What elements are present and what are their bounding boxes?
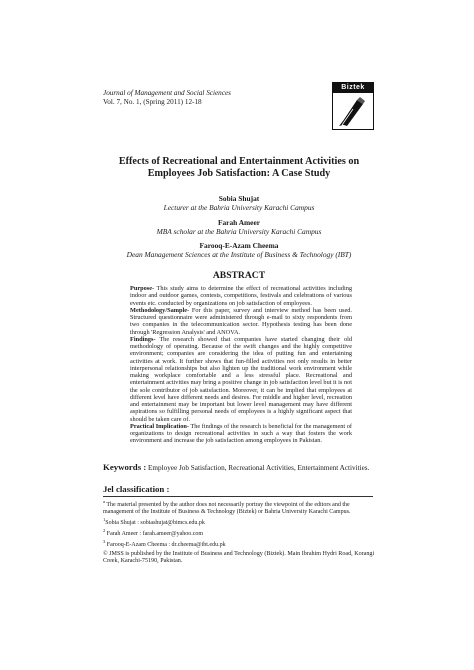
footnote-author-3 <box>103 538 375 549</box>
author-name: Sobia Shujat <box>218 194 260 203</box>
footnote-author-1 <box>103 516 375 527</box>
biztek-logo <box>332 82 374 130</box>
footnotes <box>103 498 375 549</box>
footnote-mark: 1 <box>103 517 106 522</box>
jel-classification: Jel classification : <box>103 484 170 494</box>
methodology-text: For this paper, survey and interview method has been used. Structured questionnaire were administered through e-mail to sixty respondents from two companies in the telecommunication sector. Hypothesis testing has been done through 'Regression Analysis' and ANOVA. <box>130 306 352 336</box>
author-affiliation: Lecturer at the Bahria University Karachi Campus <box>163 203 315 212</box>
copyright-notice: © JMSS is published by the Institute of Business and Technology (Biztek). Main Ibrahim Hydri Road, Korangi Creek, Karachi-75190, Pakistan. <box>103 551 375 565</box>
footnote-mark: a <box>103 499 105 504</box>
abstract-findings <box>130 336 352 423</box>
title-line-1: Effects of Recreational and Entertainment Activities on <box>118 156 360 167</box>
author-name: Farah Ameer <box>217 218 261 227</box>
abstract-heading: ABSTRACT <box>212 270 266 281</box>
title-line-2: Employees Job Satisfaction: A Case Study <box>147 168 331 179</box>
footnote-text: Farah Ameer : farah.ameer@yahoo.com <box>105 531 204 537</box>
logo-label: Biztek <box>333 83 373 93</box>
footnote-mark: 3 <box>103 539 106 544</box>
journal-name: Journal of Management and Social Sciences <box>103 89 231 97</box>
footnote-author-2 <box>103 527 375 538</box>
findings-text: The research showed that companies have started changing their old methodology of operating. Because of the swift changes and the highly competitive environment; companies are considering the idea of putting fun and entertaining activities at work. It further shows that fun-filled activities not only results in better interpersonal relationships but also lighten up the traditional work environment while making workplace comfortable and a less stressful place. Recreational and entertainment activities may bring a positive change in job satisfaction level but it is not the sole contributor of job satisfaction. Moreover, it can be implied that employees at different level have different needs and desires. For middle and higher level, recreation and entertainment may be important but lower level management may have different aspirations so fulfilling personal needs of employees is a highly significant aspect that should be taken care of. <box>130 335 352 423</box>
footnote-mark: 2 <box>103 528 106 533</box>
implication-label: Practical Implication- <box>130 422 189 430</box>
findings-label: Findings- <box>130 335 156 343</box>
footnote-divider <box>103 496 373 497</box>
author-1 <box>80 194 398 212</box>
purpose-label: Purpose- <box>130 285 155 292</box>
keywords-label: Keywords : <box>103 462 147 472</box>
journal-header <box>103 89 231 107</box>
journal-volume: Vol. 7, No. 1, (Spring 2011) 12-18 <box>103 98 202 106</box>
keywords <box>103 462 403 472</box>
abstract-implication <box>130 423 352 445</box>
paper-title <box>100 156 378 180</box>
footnote-disclaimer <box>103 498 375 516</box>
purpose-text: This study aims to determine the effect of recreational activities including indoor and outdoor games, contests, competitions, festivals and celebrations of various events etc. conducted by organizations on job satisfaction of employees. <box>130 285 352 307</box>
methodology-label: Methodology/Sample- <box>130 306 190 314</box>
pen-nib-logo-icon <box>338 95 367 127</box>
implication-text: The findings of the research is beneficial for the management of organizations to design recreational activities in such a way that fosters the work environment and increase the job satisfaction among employees in Pakistan. <box>130 422 352 445</box>
author-name: Farooq-E-Azam Cheema <box>199 241 279 250</box>
author-3 <box>80 241 398 259</box>
keywords-text: Employee Job Satisfaction, Recreational Activities, Entertainment Activities. <box>146 464 370 472</box>
abstract-purpose <box>130 285 352 307</box>
footnote-text: The material presented by the author does not necessarily portray the viewpoint of the editors and the management of the Institute of Business & Technology (Biztek) or Bahria University Karachi Campus. <box>103 502 351 515</box>
author-affiliation: Dean Management Sciences at the Institute of Business & Technology (IBT) <box>126 250 352 259</box>
abstract-body <box>130 285 352 445</box>
author-affiliation: MBA scholar at the Bahria University Karachi Campus <box>156 227 322 236</box>
footnote-text: Farooq-E-Azam Cheema : dr.cheema@ibt.edu.pk <box>105 542 226 548</box>
footnote-text: Sobia Shujat : sobiashujat@bimcs.edu.pk <box>105 520 205 526</box>
author-2 <box>80 218 398 236</box>
abstract-methodology <box>130 307 352 336</box>
